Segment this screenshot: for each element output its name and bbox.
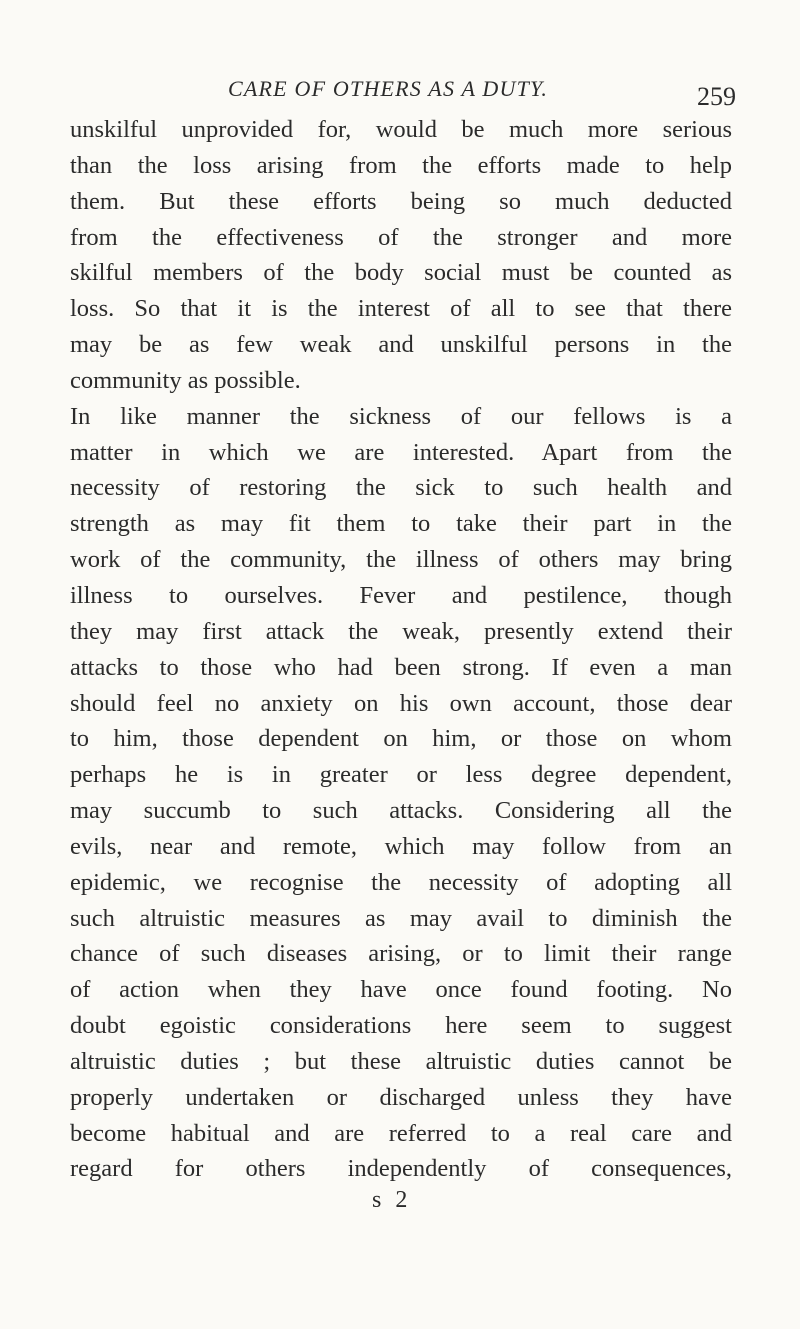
text-line: skilful members of the body social must be counted as [70,259,732,287]
text-line: attacks to those who had been strong. If even a man [70,653,732,681]
text-line: unskilful unprovided for, would be much more serious [70,116,732,143]
text-line: illness to ourselves. Fever and pestilence, though [70,581,732,609]
signature-mark: s 2 [372,1187,412,1213]
text-line: chance of such diseases arising, or to limit their range [70,940,732,968]
text-line: perhaps he is in greater or less degree dependent, [70,761,732,789]
text-line: should feel no anxiety on his own account, those dear [70,689,732,717]
paragraph-start-line: In like manner the sickness of our fellows is a [70,402,732,430]
body-text [70,112,732,1187]
text-line: work of the community, the illness of others may bring [70,546,732,574]
text-line: epidemic, we recognise the necessity of adopting all [70,868,732,896]
text-line: them. But these efforts being so much deducted [70,187,732,215]
page-number: 259 [697,82,736,111]
text-line: than the loss arising from the efforts made to help [70,151,732,179]
text-line: to him, those dependent on him, or those on whom [70,725,732,753]
text-line: properly undertaken or discharged unless they have [70,1083,732,1111]
page-header [0,76,800,110]
text-line: loss. So that it is the interest of all to see that there [70,295,732,323]
text-line: altruistic duties ; but these altruistic duties cannot be [70,1047,732,1075]
text-line: of action when they have once found footing. No [70,976,732,1004]
text-line: matter in which we are interested. Apart from the [70,438,732,466]
text-line: regard for others independently of consequences, [70,1155,732,1183]
text-line: may be as few weak and unskilful persons in the [70,331,732,359]
text-line: community as possible. [70,366,301,394]
running-title: CARE OF OTHERS AS A DUTY. [228,76,549,101]
text-line: such altruistic measures as may avail to diminish the [70,904,732,932]
text-line: may succumb to such attacks. Considering all the [70,797,732,825]
text-line: necessity of restoring the sick to such health and [70,474,732,502]
text-line: from the effectiveness of the stronger and more [70,223,732,251]
text-line: strength as may fit them to take their part in the [70,510,732,538]
text-line: they may first attack the weak, presently extend their [70,617,732,645]
text-line: evils, near and remote, which may follow from an [70,832,732,860]
text-line: doubt egoistic considerations here seem to suggest [70,1012,732,1040]
text-line: become habitual and are referred to a real care and [70,1119,732,1147]
